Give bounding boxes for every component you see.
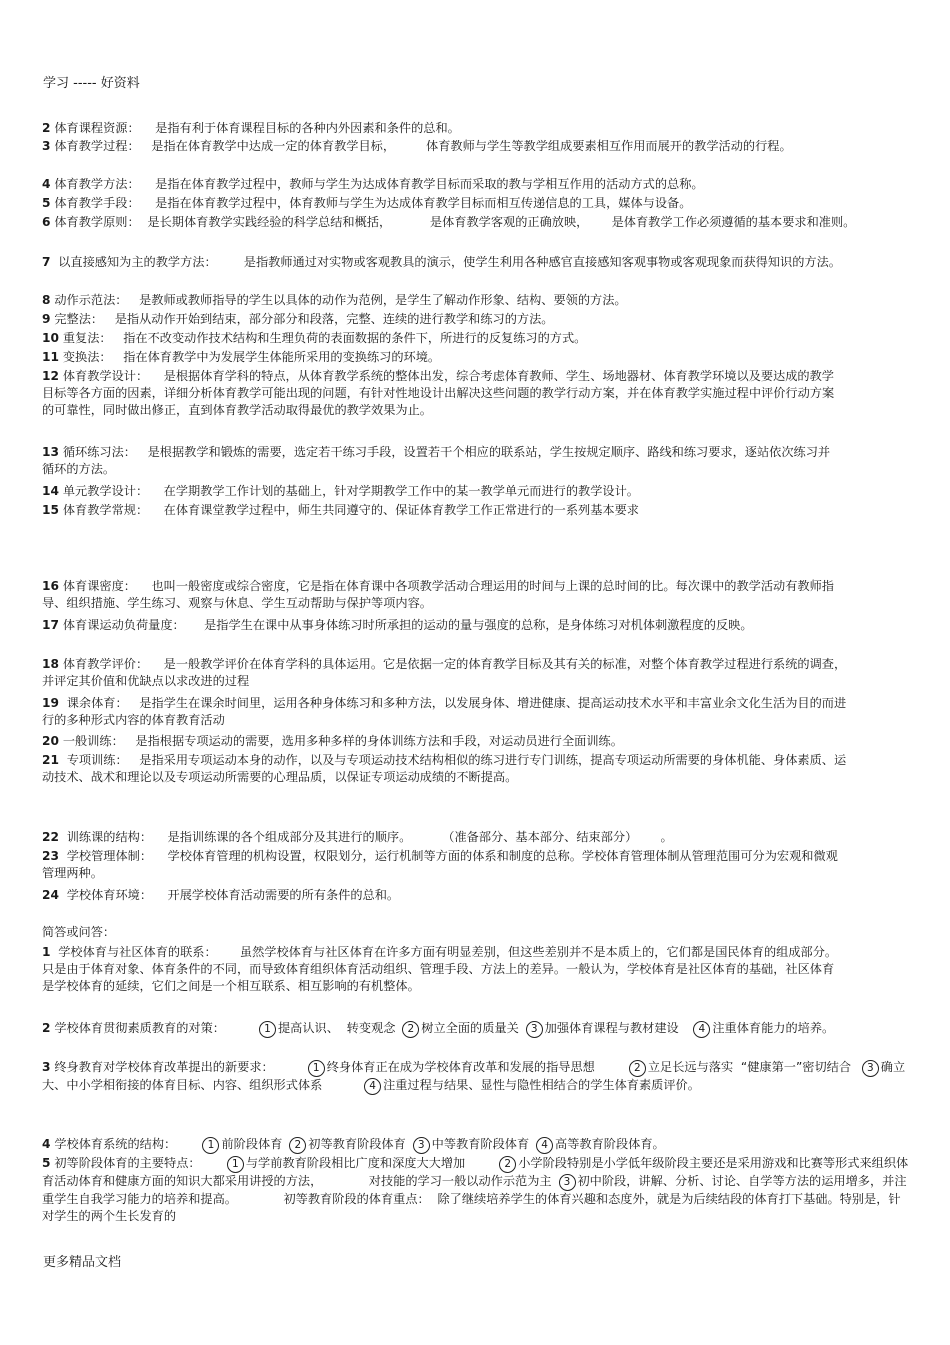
page-header: 学习 ----- 好资料: [43, 76, 140, 91]
definition-5: 5 体育教学手段： 是指在体育教学过程中，体育教师与学生为达成体育教学目标而相互传递信息的工具，媒体与设备。: [42, 196, 692, 210]
qa-1: 1 学校体育与社区体育的联系： 虽然学校体育与社区体育在许多方面有明显差别，但这些差别并不是本质上的，它们都是国民体育的组成部分。只是由于体育对象、体育条件的不同，而导致体育组织体育活动组织、管理手段、方法上的差异。一般认为，学校体育是社区体育的基础，社区体育是学校体育的延续，它们之间是一个相互联系、相互影响的有机整体。: [42, 945, 838, 993]
definition-2: 2 体育课程资源： 是指有利于体育课程目标的各种内外因素和条件的总和。: [42, 121, 460, 135]
circled-number-2: 2: [402, 1021, 419, 1038]
qa-2: 2 学校体育贯彻素质教育的对策： 1 提高认识、 转变观念 2 树立全面的质量关 3 加强体育课程与教材建设 4 注重体育能力的培养。: [42, 1020, 912, 1038]
circled-number-2: 2: [499, 1156, 516, 1173]
definition-9: 9 完整法： 是指从动作开始到结束，部分部分和段落，完整、连续的进行教学和练习的方法。: [42, 312, 554, 326]
circled-number-1: 1: [259, 1021, 276, 1038]
circled-number-1: 1: [227, 1156, 244, 1173]
qa-3: 3 终身教育对学校体育改革提出的新要求： 1 终身体育正在成为学校体育改革和发展的指导思想 2 立足长远与落实 “健康第一”密切结合 3 确立大、中小学相衔接的体育目标、内容、组织形式体系 4 注重过程与结果、显性与隐性相结合的学生体育素质评价。: [42, 1059, 912, 1095]
qa-5: 5 初等阶段体育的主要特点： 1 与学前教育阶段相比广度和深度大大增加 2 小学阶段特别是小学低年级阶段主要还是采用游戏和比赛等形式来组织体育活动体育和健康方面的知识大都采用讲授的方法， 对技能的学习一般以动作示范为主 3 初中阶段，讲解、分析、讨论、自学等方法的运用增多，并注重学生自我学习能力的培养和提高。 初等教育阶段的体育重点： 除了继续培养学生的体育兴趣和态度外，就是为后续结段的体育打下基础。特别是，针对学生的两个生长发育的: [42, 1156, 909, 1223]
circled-number-4: 4: [536, 1137, 553, 1154]
circled-number-3: 3: [559, 1174, 576, 1191]
definition-10: 10 重复法： 指在不改变动作技术结构和生理负荷的表面数据的条件下，所进行的反复练习的方式。: [42, 331, 587, 345]
definition-4: 4 体育教学方法： 是指在体育教学过程中，教师与学生为达成体育教学目标而采取的教与学相互作用的活动方式的总称。: [42, 177, 704, 191]
definition-15: 15 体育教学常规： 在体育课堂教学过程中，师生共同遵守的、保证体育教学工作正常进行的一系列基本要求: [42, 503, 639, 517]
definition-21: 21 专项训练： 是指采用专项运动本身的动作，以及与专项运动技术结构相似的练习进行专门训练，提高专项运动所需要的身体机能、身体素质、运动技术、战术和理论以及专项运动所需要的心理品质，以保证专项运动成绩的不断提高。: [42, 753, 847, 784]
definition-20: 20 一般训练： 是指根据专项运动的需要，选用多种多样的身体训练方法和手段，对运动员进行全面训练。: [42, 734, 623, 748]
definition-12: 12 体育教学设计： 是根据体育学科的特点，从体育教学系统的整体出发，综合考虑体育教师、学生、场地器材、体育教学环境以及要达成的教学目标等各方面的因素，详细分析体育教学可能出现的问题，有针对性地设计出解决这些问题的教学行动方案，并在体育教学实施过程中评价行动方案的可靠性，同时做出修正，直到体育教学活动取得最优的教学效果为止。: [42, 369, 835, 417]
definition-24: 24 学校体育环境： 开展学校体育活动需要的所有条件的总和。: [42, 888, 400, 902]
definition-14: 14 单元教学设计： 在学期教学工作计划的基础上，针对学期教学工作中的某一教学单元而进行的教学设计。: [42, 484, 639, 498]
definition-22: 22 训练课的结构： 是指训练课的各个组成部分及其进行的顺序。 （准备部分、基本部分、结束部分） 。: [42, 830, 673, 844]
definition-19: 19 课余体育： 是指学生在课余时间里，运用各种身体练习和多种方法，以发展身体、增进健康、提高运动技术水平和丰富业余文化生活为目的而进行的多种形式内容的体育教育活动: [42, 696, 847, 727]
circled-number-1: 1: [308, 1060, 325, 1077]
definition-7: 7 以直接感知为主的教学方法： 是指教师通过对实物或客观教具的演示，使学生利用各种感官直接感知客观事物或客观现象而获得知识的方法。: [42, 255, 841, 269]
circled-number-4: 4: [364, 1078, 381, 1095]
circled-number-2: 2: [289, 1137, 306, 1154]
circled-number-3: 3: [862, 1060, 879, 1077]
circled-number-2: 2: [629, 1060, 646, 1077]
circled-number-1: 1: [202, 1137, 219, 1154]
definition-11: 11 变换法： 指在体育教学中为发展学生体能所采用的变换练习的环境。: [42, 350, 441, 364]
definition-23: 23 学校管理体制： 学校体育管理的机构设置，权限划分，运行机制等方面的体系和制度的总称。学校体育管理体制从管理范围可分为宏观和微观管理两种。: [42, 849, 838, 880]
page-footer: 更多精品文档: [43, 1255, 122, 1270]
definition-13: 13 循环练习法： 是根据教学和锻炼的需要，选定若干练习手段，设置若干个相应的联系站，学生按规定顺序、路线和练习要求，逐站依次练习并循环的方法。: [42, 445, 831, 476]
definition-17: 17 体育课运动负荷量度： 是指学生在课中从事身体练习时所承担的运动的量与强度的总称，是身体练习对机体刺激程度的反映。: [42, 618, 753, 632]
definition-3: 3 体育教学过程： 是指在体育教学中达成一定的体育教学目标， 体育教师与学生等教学组成要素相互作用而展开的教学活动的行程。: [42, 139, 792, 153]
definition-8: 8 动作示范法： 是教师或教师指导的学生以具体的动作为范例，是学生了解动作形象、结构、要领的方法。: [42, 293, 627, 307]
circled-number-3: 3: [526, 1021, 543, 1038]
qa-4: 4 学校体育系统的结构： 1 前阶段体育 2 初等教育阶段体育 3 中等教育阶段体育 4 高等教育阶段体育。: [42, 1136, 912, 1154]
definition-6: 6 体育教学原则： 是长期体育教学实践经验的科学总结和概括， 是体育教学客观的正确放映， 是体育教学工作必须遵循的基本要求和准则。: [42, 215, 856, 229]
definition-16: 16 体育课密度： 也叫一般密度或综合密度，它是指在体育课中各项教学活动合理运用的时间与上课的总时间的比。每次课中的教学活动有教师指导、组织措施、学生练习、观察与休息、学生互动帮助与保护等项内容。: [42, 579, 834, 610]
circled-number-3: 3: [413, 1137, 430, 1154]
circled-number-4: 4: [693, 1021, 710, 1038]
definition-18: 18 体育教学评价： 是一般教学评价在体育学科的具体运用。它是依据一定的体育教学目标及其有关的标准，对整个体育教学过程进行系统的调查，并评定其价值和优缺点以求改进的过程: [42, 657, 847, 688]
qa-heading: 简答或问答：: [42, 925, 116, 939]
